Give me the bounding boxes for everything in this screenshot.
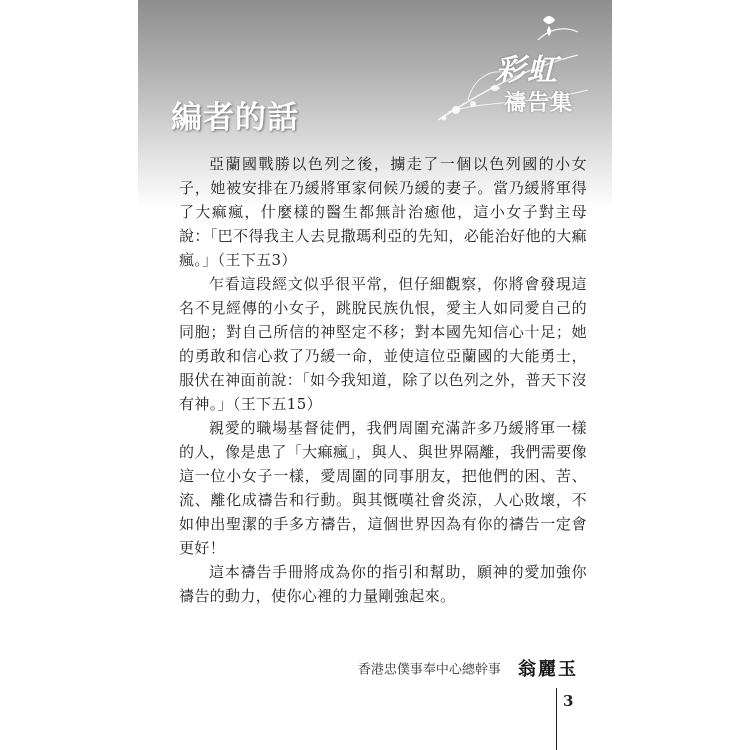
editor-note-body [179, 152, 587, 608]
page-number-divider [556, 688, 557, 750]
paragraph-2: 乍看這段經文似乎很平常，但仔細觀察，你將會發現這名不見經傳的小女子，跳脫民族仇恨，愛主人如同愛自己的同胞；對自己所信的神堅定不移；對本國先知信心十足；她的勇敢和信心救了乃緩一命，並使這位亞蘭國的大能勇士，服伏在神面前說：「如今我知道，除了以色列之外，普天下沒有神。」（王下五15） [179, 275, 587, 413]
signature-line [238, 655, 578, 681]
page-title: 編者的話 [171, 100, 299, 136]
paragraph-1: 亞蘭國戰勝以色列之後，擄走了一個以色列國的小女子，她被安排在乃緩將軍家伺候乃緩的妻子。當乃緩將軍得了大痲瘋，什麼樣的醫生都無計治癒他，這小女子對主母說：「巴不得我主人去見撒瑪利亞的先知，必能治好他的大痲瘋。」（王下五3） [179, 155, 587, 269]
paragraph-3: 親愛的職場基督徒們，我們周圍充滿許多乃緩將軍一樣的人，像是患了「大痲瘋」，與人、與世界隔離，我們需要像這一位小女子一樣，愛周圍的同事朋友，把他們的困、苦、流、離化成禱告和行動。與其慨嘆社會炎涼，人心敗壞，不如伸出聖潔的手多方禱告，這個世界因為有你的禱告一定會更好！ [179, 419, 587, 557]
paragraph-4: 這本禱告手冊將成為你的指引和幫助，願神的愛加強你禱告的動力，使你心裡的力量剛強起來。 [179, 563, 587, 605]
page-number: 3 [563, 692, 574, 710]
book-page [138, 0, 612, 750]
signature-name: 翁麗玉 [518, 659, 578, 680]
logo-rainbow-text: 彩虹 [495, 53, 559, 88]
logo-prayer-collection-text: 禱告集 [504, 90, 574, 116]
signature-role: 香港忠僕事奉中心總幹事 [357, 662, 501, 678]
